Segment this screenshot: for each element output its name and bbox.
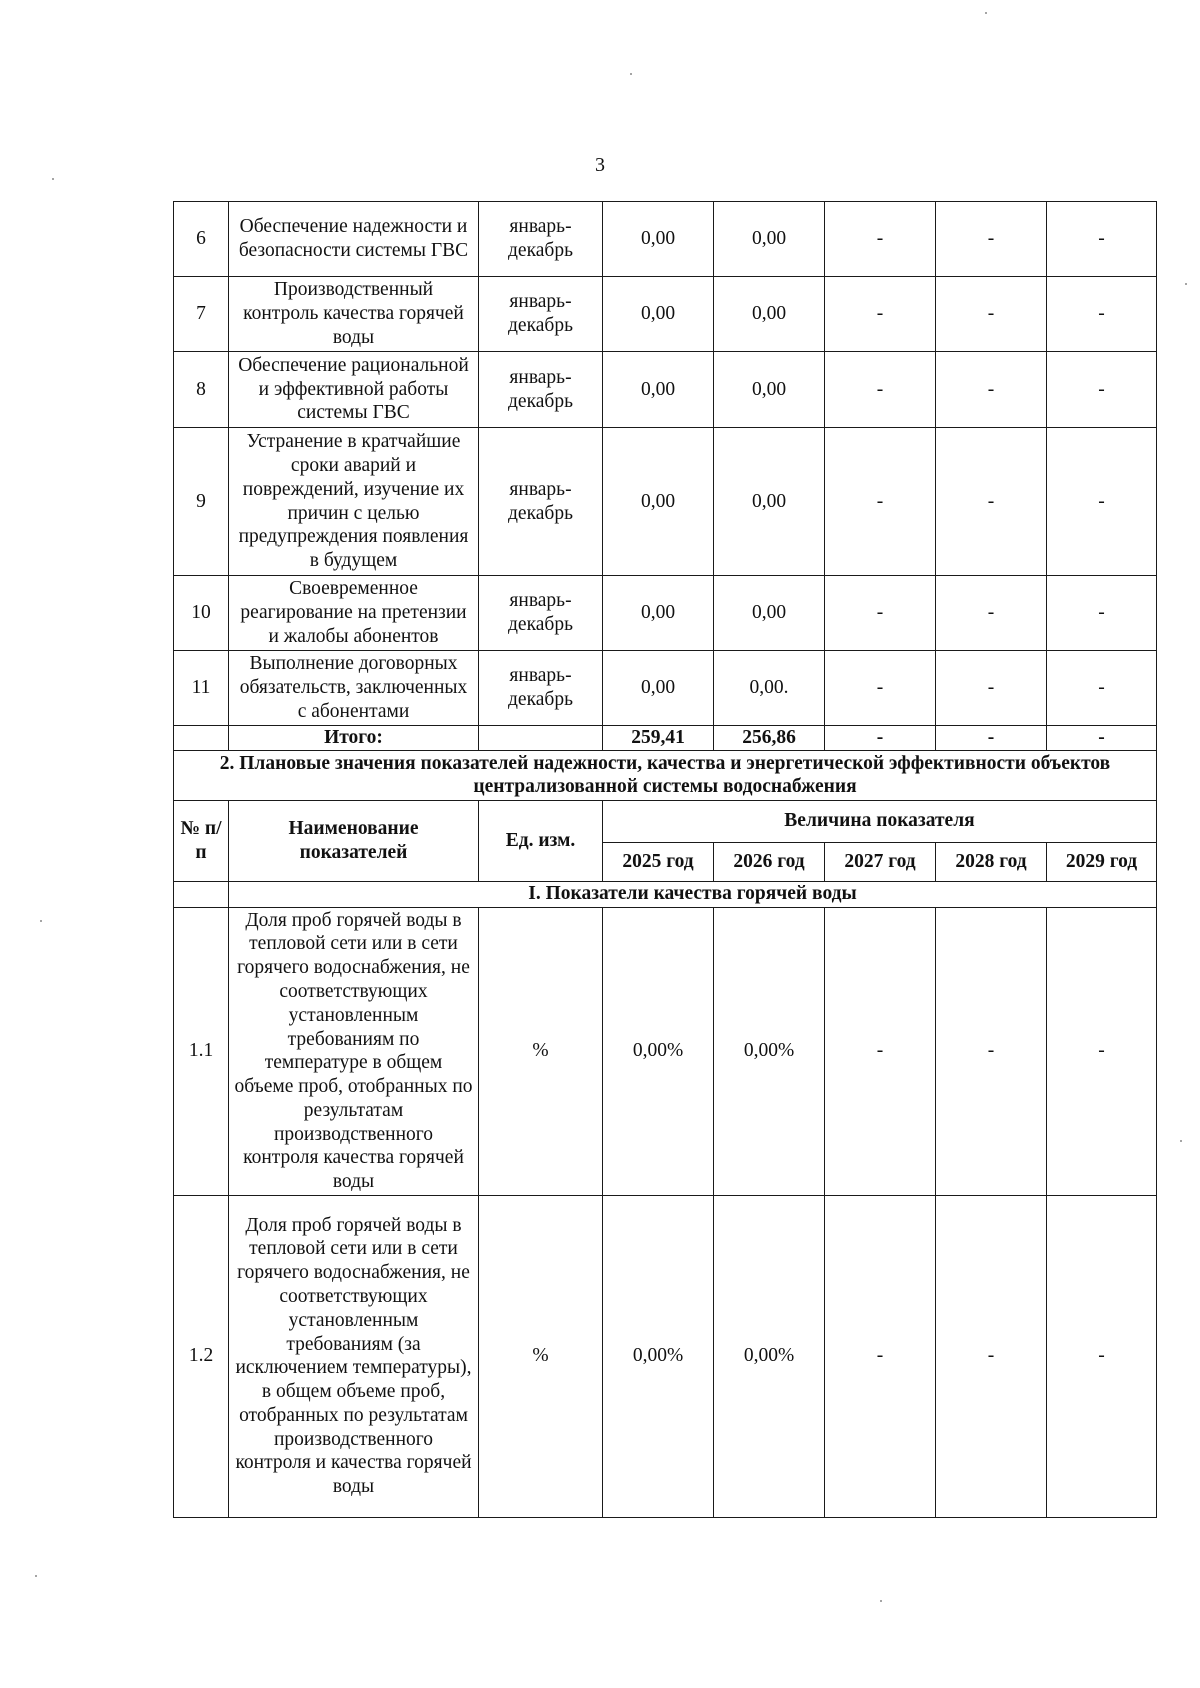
period: январь-декабрь <box>479 651 603 726</box>
header-num: № п/п <box>174 800 229 881</box>
table-row <box>174 1195 1157 1517</box>
value-2026: 0,00 <box>714 576 825 651</box>
value-2025: 0,00 <box>603 202 714 277</box>
value-2025: 0,00 <box>603 352 714 428</box>
scan-speck <box>1185 283 1187 285</box>
period: январь-декабрь <box>479 576 603 651</box>
table-row <box>174 651 1157 726</box>
scan-speck <box>630 73 632 75</box>
total-empty-cell <box>174 726 229 751</box>
table-row <box>174 576 1157 651</box>
row-number: 1.1 <box>174 907 229 1195</box>
period: январь-декабрь <box>479 352 603 428</box>
value-2025: 0,00 <box>603 428 714 576</box>
section-row <box>174 881 1157 907</box>
total-2025: 259,41 <box>603 726 714 751</box>
part1-body <box>174 202 1157 751</box>
indicator-name: Доля проб горячей воды в тепловой сети или в сети горячего водоснабжения, не соответствующих установленным требованиям (за исключением температуры), в общем объеме проб, отобранных по результатам производственного контроля и качества горячей воды <box>229 1195 479 1517</box>
total-2027: - <box>825 726 936 751</box>
indicator-name: Доля проб горячей воды в тепловой сети или в сети горячего водоснабжения, не соответствующих установленным требованиям по температуре в общем объеме проб, отобранных по результатам производственного контроля качества горячей воды <box>229 907 479 1195</box>
header-row-1 <box>174 800 1157 842</box>
value-2026: 0,00% <box>714 907 825 1195</box>
scan-speck <box>40 920 42 922</box>
header-year-2026: 2026 год <box>714 842 825 881</box>
total-2029: - <box>1047 726 1157 751</box>
section-empty-cell <box>174 881 229 907</box>
value-2027: - <box>825 352 936 428</box>
unit: % <box>479 1195 603 1517</box>
value-2029: - <box>1047 352 1157 428</box>
scan-speck <box>52 178 54 180</box>
table-row <box>174 428 1157 576</box>
total-row <box>174 726 1157 751</box>
value-2029: - <box>1047 651 1157 726</box>
value-2027: - <box>825 651 936 726</box>
measure-name: Обеспечение рациональной и эффективной работы системы ГВС <box>229 352 479 428</box>
row-number: 6 <box>174 202 229 277</box>
row-number: 10 <box>174 576 229 651</box>
table-row <box>174 352 1157 428</box>
value-2029: - <box>1047 428 1157 576</box>
scan-speck <box>35 1575 37 1577</box>
value-2029: - <box>1047 1195 1157 1517</box>
value-2029: - <box>1047 576 1157 651</box>
value-2028: - <box>936 202 1047 277</box>
indicators-table <box>173 201 1157 1518</box>
total-label: Итого: <box>229 726 479 751</box>
scan-speck <box>880 1600 882 1602</box>
scan-speck <box>985 12 987 14</box>
value-2029: - <box>1047 277 1157 352</box>
period: январь-декабрь <box>479 202 603 277</box>
value-2027: - <box>825 277 936 352</box>
value-2026: 0,00 <box>714 202 825 277</box>
table-row <box>174 907 1157 1195</box>
period: январь-декабрь <box>479 428 603 576</box>
table-row <box>174 202 1157 277</box>
row-number: 11 <box>174 651 229 726</box>
table-row <box>174 277 1157 352</box>
period: январь-декабрь <box>479 277 603 352</box>
value-2028: - <box>936 352 1047 428</box>
value-2027: - <box>825 1195 936 1517</box>
value-2029: - <box>1047 202 1157 277</box>
row-number: 9 <box>174 428 229 576</box>
part2-body <box>174 750 1157 1517</box>
section-title: I. Показатели качества горячей воды <box>229 881 1157 907</box>
header-year-2027: 2027 год <box>825 842 936 881</box>
part2-title: 2. Плановые значения показателей надежности, качества и энергетической эффективности объектов централизованной системы водоснабжения <box>174 750 1157 800</box>
header-year-2025: 2025 год <box>603 842 714 881</box>
value-2025: 0,00% <box>603 907 714 1195</box>
value-2026: 0,00. <box>714 651 825 726</box>
total-empty-cell <box>479 726 603 751</box>
value-2028: - <box>936 651 1047 726</box>
value-2028: - <box>936 576 1047 651</box>
value-2028: - <box>936 277 1047 352</box>
value-2027: - <box>825 907 936 1195</box>
measure-name: Выполнение договорных обязательств, заключенных с абонентами <box>229 651 479 726</box>
row-number: 7 <box>174 277 229 352</box>
total-2026: 256,86 <box>714 726 825 751</box>
row-number: 1.2 <box>174 1195 229 1517</box>
part2-title-row <box>174 750 1157 800</box>
value-2026: 0,00 <box>714 352 825 428</box>
value-2029: - <box>1047 907 1157 1195</box>
value-2026: 0,00 <box>714 277 825 352</box>
header-name: Наименование показателей <box>229 800 479 881</box>
value-2025: 0,00 <box>603 576 714 651</box>
header-year-2028: 2028 год <box>936 842 1047 881</box>
page-number: 3 <box>595 154 605 176</box>
measure-name: Своевременное реагирование на претензии и жалобы абонентов <box>229 576 479 651</box>
value-2026: 0,00% <box>714 1195 825 1517</box>
measure-name: Устранение в кратчайшие сроки аварий и повреждений, изучение их причин с целью предупреждения появления в будущем <box>229 428 479 576</box>
value-2027: - <box>825 428 936 576</box>
header-value-group: Величина показателя <box>603 800 1157 842</box>
scan-speck <box>1180 1140 1182 1142</box>
value-2027: - <box>825 576 936 651</box>
value-2025: 0,00 <box>603 651 714 726</box>
header-unit: Ед. изм. <box>479 800 603 881</box>
value-2025: 0,00% <box>603 1195 714 1517</box>
value-2028: - <box>936 428 1047 576</box>
total-2028: - <box>936 726 1047 751</box>
value-2028: - <box>936 1195 1047 1517</box>
header-year-2029: 2029 год <box>1047 842 1157 881</box>
measure-name: Производственный контроль качества горячей воды <box>229 277 479 352</box>
value-2028: - <box>936 907 1047 1195</box>
value-2027: - <box>825 202 936 277</box>
unit: % <box>479 907 603 1195</box>
value-2025: 0,00 <box>603 277 714 352</box>
value-2026: 0,00 <box>714 428 825 576</box>
row-number: 8 <box>174 352 229 428</box>
measure-name: Обеспечение надежности и безопасности системы ГВС <box>229 202 479 277</box>
